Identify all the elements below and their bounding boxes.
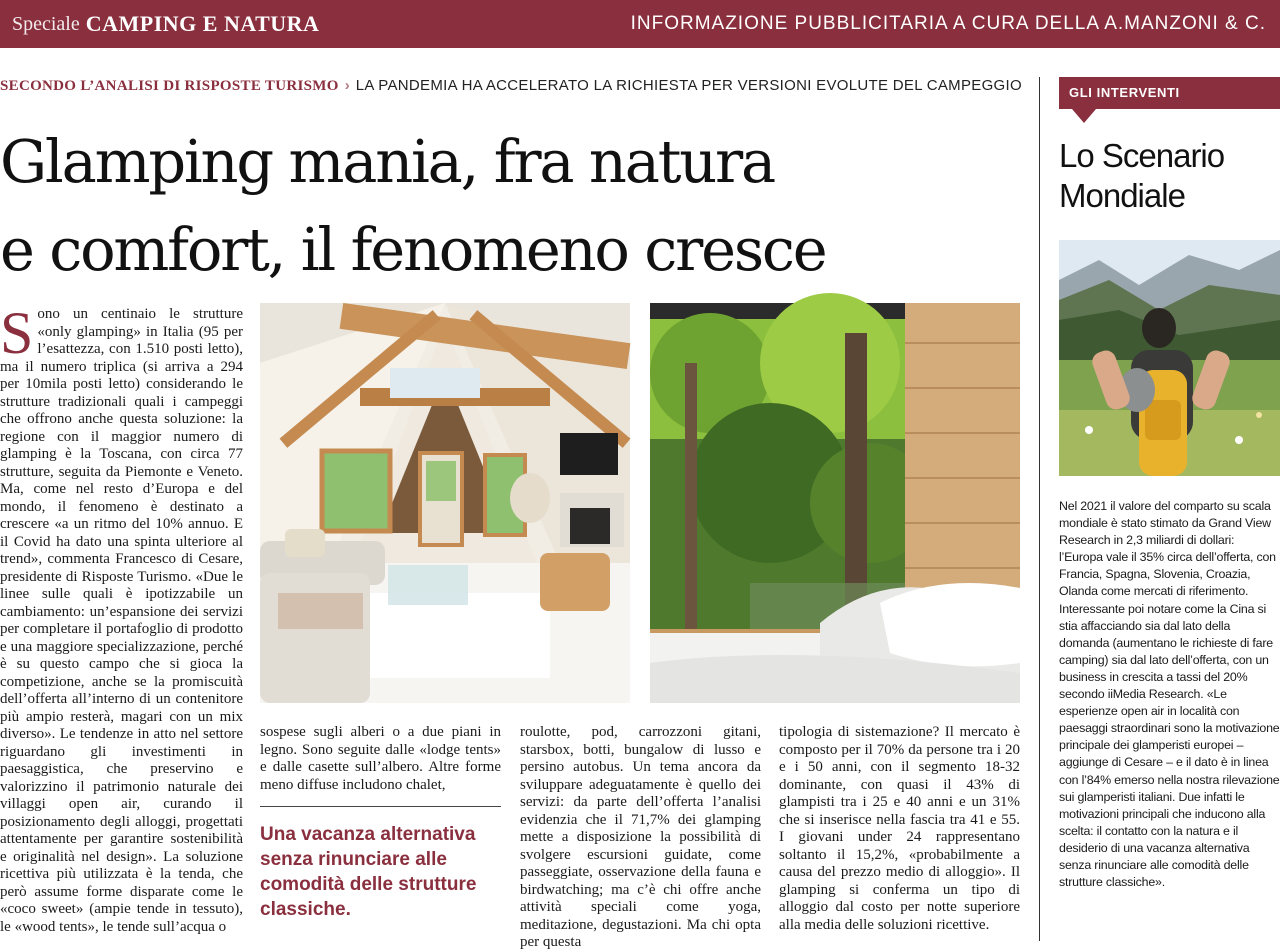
article-column-4	[779, 724, 1020, 936]
sidebar-tag: GLI INTERVENTI	[1059, 77, 1280, 109]
headline-line-2: e comfort, il fenomeno cresce	[0, 215, 826, 284]
article-column-3	[520, 724, 761, 950]
sidebar-title	[1059, 136, 1280, 216]
kicker-source: SECONDO L’ANALISI DI RISPOSTE TURISMO	[0, 78, 339, 94]
kicker-separator: ›	[344, 77, 350, 94]
sidebar-tag-notch	[1072, 109, 1096, 123]
top-banner	[0, 0, 1280, 48]
article-column-3-text: roulotte, pod, carrozzoni gitani, starsbox, botti, bungalow di lusso e persino autobus. Un tema ancora da sviluppare adeguatamente è quello dei servizi: da parte dell’offerta l’analisi evidenzia che il 71,7% dei glamping mette a disposizione la possibilità di svolgere escursioni guidate, come passeggiate, osservazione della fauna e birdwatching; ma c’è chi offre anche attività speciali come yoga, meditazione, degustazioni. Ma chi opta per questa	[520, 724, 761, 950]
kicker-text: LA PANDEMIA HA ACCELERATO LA RICHIESTA PER VERSIONI EVOLUTE DEL CAMPEGGIO	[355, 77, 1022, 94]
photo-aframe-interior	[260, 303, 630, 703]
headline-line-1: Glamping mania, fra natura	[0, 127, 774, 196]
article-column-1-text: ono un centinaio le strutture «only glamping» in Italia (95 per l’esattezza, con 1.510 posti letto), ma il numero triplica (si arriva a 294 per 10mila posti letto) considerando le strutture tradizionali quali i campeggi che offrono anche questa soluzione: la regione con il maggior numero di glamping è la Toscana, con circa 77 strutture, seguita da Piemonte e Veneto. Ma, come nel resto d’Europa e del mondo, il fenomeno è destinato a crescere «a un ritmo del 10% annuo. E il Covid ha dato una spinta ulteriore al trend», commenta Francesco di Cesare, presidente di Risposte Turismo. «Due le linee sulle quali è ipotizzabile un cambiamento: un’espansione dei servizi per completare il portafoglio di prodotto e una maggiore specializzazione, perché è su questo campo che si gioca la competizione, anche se la promiscuità dell’offerta all’interno di un contenitore più ampio resterà, magari con un mix diverso». Le tendenze in atto nel settore riguardano gli investimenti in paesaggistica, che preservino e valorizzino il patrimonio naturale dei villaggi open air, curando il posizionamento degli alloggi, progettati attentamente per garantire sostenibilità e originalità nel design». La soluzione ricettiva più utilizzata è la tenda, che però assume forme disparate come le «coco sweet» (ampie tende in tessuto), le «wood tents», le tende sull’acqua o	[0, 306, 243, 935]
banner-section-title: CAMPING E NATURA	[85, 11, 320, 36]
article-column-1	[0, 300, 243, 938]
photo-bed-forest-window	[650, 303, 1020, 703]
sidebar-divider	[1039, 77, 1040, 941]
kicker	[0, 77, 1020, 95]
article-column-4-text: tipologia di sistemazione? Il mercato è composto per il 70% da persone tra i 20 e i 50 anni, con il segmento 18-32 dominante, con quasi il 43% di glampisti tra i 25 e 40 anni e un 31% che si inserisce nella fascia tra 41 e 55. I giovani under 24 rappresentano soltanto il 15,2%, «probabilmente a causa del prezzo medio di alloggio». Il glamping si conferma un tipo di alloggio dal costo per notte superiore alla media delle soluzioni ricettive.	[779, 724, 1020, 933]
pullquote-top-rule	[260, 806, 501, 807]
headline	[0, 118, 1030, 294]
article-column-2	[260, 724, 501, 808]
sidebar-text: Nel 2021 il valore del comparto su scala mondiale è stato stimato da Grand View Research in 2,3 miliardi di dollari: l’Europa vale il 35% circa dell’offerta, con Francia, Spagna, Slovenia, Croazia, Olanda come mercati di riferimento. Interessante poi notare come la Cina si stia affacciando sia dal lato della domanda (aumentano le richieste di fare camping) sia dal lato dell’offerta, con un business in crescita a tassi del 20% secondo iiMedia Research. «Le esperienze open air in località con paesaggi straordinari sono la motivazione principale dei glamperisti europei – aggiunge di Cesare – e il dato è in linea con l’84% emerso nella nostra rilevazione sui glamperisti italiani. Due infatti le motivazioni principali che inducono alla scelta: il contatto con la natura e il desiderio di una vacanza alternativa senza rinunciare alle comodità delle strutture classiche».	[1059, 499, 1280, 890]
pullquote: Una vacanza alternativa senza rinunciare alle comodità delle strutture classiche.	[260, 824, 477, 920]
drop-cap: S	[0, 300, 34, 366]
article-column-2-text: sospese sugli alberi o a due piani in legno. Sono seguite dalle «lodge tents» e dalle casette sull’albero. Altre forme meno diffuse includono chalet,	[260, 724, 501, 793]
banner-speciale: Speciale	[12, 12, 80, 35]
photo-hiker-mountains	[1059, 240, 1280, 476]
banner-advert-notice: INFORMAZIONE PUBBLICITARIA A CURA DELLA A.MANZONI & C.	[630, 13, 1266, 34]
sidebar-title-line-1: Lo Scenario	[1059, 137, 1225, 174]
sidebar-title-line-2: Mondiale	[1059, 177, 1185, 214]
